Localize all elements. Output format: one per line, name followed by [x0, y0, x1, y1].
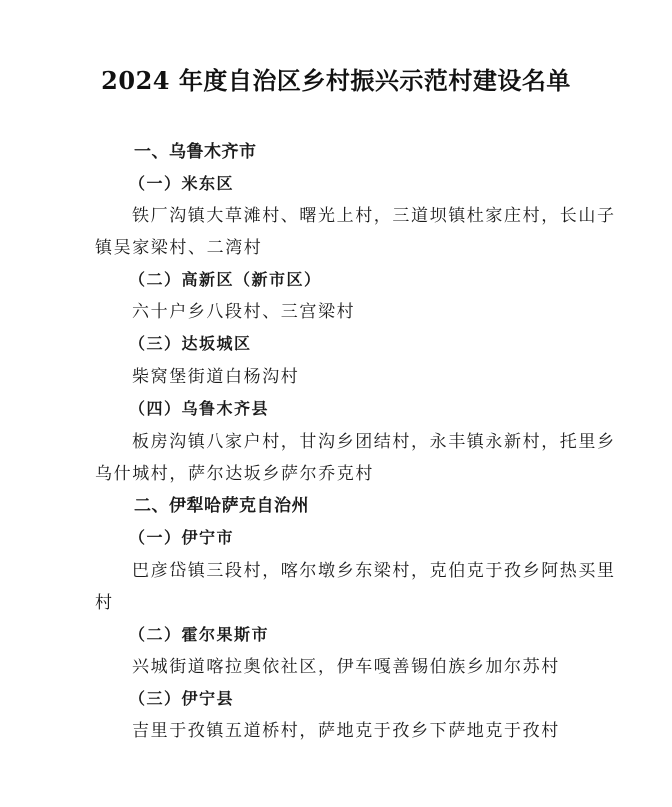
- subsection-heading-yining-city: （一）伊宁市: [129, 528, 235, 547]
- village-list-line: 村: [95, 593, 114, 613]
- subsection-heading-horgos: （二）霍尔果斯市: [129, 625, 270, 644]
- subsection-heading-midong: （一）米东区: [129, 174, 235, 193]
- village-list-line: 镇吴家梁村、二湾村: [95, 238, 263, 258]
- village-list-line: 板房沟镇八家户村，甘沟乡团结村，永丰镇永新村，托里乡: [132, 432, 616, 452]
- subsection-heading-urumqi-county: （四）乌鲁木齐县: [129, 399, 270, 418]
- village-list-line: 乌什城村，萨尔达坂乡萨尔乔克村: [95, 464, 374, 484]
- village-list-line: 柴窝堡街道白杨沟村: [132, 367, 300, 387]
- village-list-line: 兴城街道喀拉奥依社区，伊车嘎善锡伯族乡加尔苏村: [132, 657, 560, 677]
- subsection-heading-yining-county: （三）伊宁县: [129, 689, 235, 708]
- subsection-heading-dabancheng: （三）达坂城区: [129, 334, 252, 353]
- village-list-line: 铁厂沟镇大草滩村、曙光上村，三道坝镇杜家庄村，长山子: [132, 206, 616, 226]
- village-list-line: 六十户乡八段村、三宫梁村: [132, 302, 356, 322]
- village-list-line: 巴彦岱镇三段村，喀尔墩乡东梁村，克伯克于孜乡阿热买里: [132, 561, 616, 581]
- section-heading-urumqi: 一、乌鲁木齐市: [134, 142, 257, 162]
- subsection-heading-gaoxin: （二）高新区（新市区）: [129, 270, 322, 289]
- section-heading-ili: 二、伊犁哈萨克自治州: [134, 496, 309, 516]
- village-list-line: 吉里于孜镇五道桥村，萨地克于孜乡下萨地克于孜村: [132, 721, 560, 741]
- document-title: 2024 年度自治区乡村振兴示范村建设名单: [101, 66, 571, 95]
